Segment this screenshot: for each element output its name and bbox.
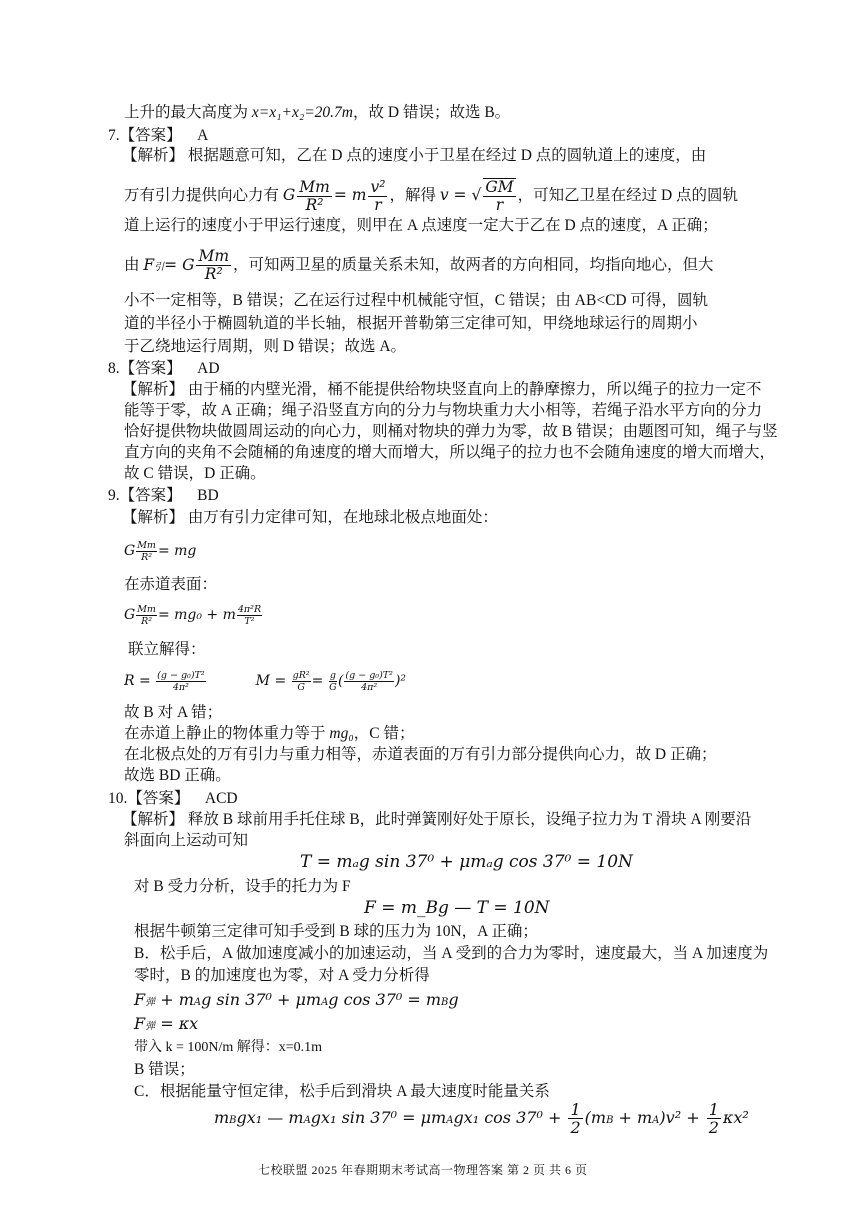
text-line: B 错误； <box>134 1061 195 1078</box>
text-line: 根据牛顿第三定律可知手受到 B 球的压力为 10N，A 正确； <box>134 923 538 940</box>
text-line: 【解析】 由于桶的内壁光滑，桶不能提供给物块竖直向上的静摩擦力，所以绳子的拉力一定不 <box>122 381 762 398</box>
answer-label: 10.【答案】 <box>108 790 190 807</box>
text-line <box>124 724 414 744</box>
text-line: 故 B 对 A 错； <box>124 704 223 721</box>
formula-velocity: v = √ $\frac{GM}{r}$ <box>439 178 514 214</box>
text-line: 斜面向上运动可知 <box>124 832 249 849</box>
answer-value: ACD <box>204 790 238 807</box>
text-line: 道的半径小于椭圆轨道的半长轴，根据开普勒第三定律可知，甲绕地球运行的周期小 <box>124 315 698 332</box>
text-line: 【解析】 根据题意可知，乙在 D 点的速度小于卫星在经过 D 点的圆轨道上的速度，由 <box>122 147 707 164</box>
equation-spring-balance: F弹 + mAg sin 37⁰ + μmAg cos 37⁰ = mBg <box>134 990 459 1009</box>
formula: mg₀ <box>329 725 354 742</box>
text-line: 对 B 受力分析，设手的托力为 F <box>134 878 351 895</box>
text: ，可知两卫星的质量关系未知，故两者的方向相同，均指向地心，但大 <box>233 256 714 274</box>
answer-label: 9.【答案】 <box>108 487 182 504</box>
formula-gravity: G $\frac{Mm}{\text{R²}}$ = m $\frac{\text{v²}}{r}$ <box>282 177 386 214</box>
page-footer: 七校联盟 2025 年春期期末考试高一物理答案 第 2 页 共 6 页 <box>258 1163 588 1177</box>
formula-gmg: G $\frac{Mm}{\text{R²}}$ = mg <box>124 539 197 563</box>
text: ，可知乙卫星在经过 D 点的圆轨 <box>517 187 739 204</box>
text: ，故 D 错误；故选 B。 <box>353 104 511 121</box>
equation-spring-force: F弹 = κx <box>134 1014 199 1033</box>
text-line: 带入 k = 100N/m 解得：x=0.1m <box>134 1040 323 1055</box>
text: ，C 错； <box>353 725 415 742</box>
text-line: C．根据能量守恒定律，松手后到滑块 A 最大速度时能量关系 <box>134 1083 550 1100</box>
text-line: 道上运行的速度小于甲运行速度，则甲在 A 点速度一定大于乙在 D 点的速度，A 正确； <box>124 217 718 234</box>
text-line <box>124 103 510 123</box>
question-10-header <box>108 789 238 809</box>
formula-solution: R = $\frac{\text{(g − g₀)T²}}{\text{4π²}}$ M = $\frac{\text{gR²}}{G}$ = $\frac{g}{G}$ ( $\frac{\text{(g − g₀)T²}}{\text{4π²}}$ )² <box>124 669 407 693</box>
text-line: 故 C 错误，D 正确。 <box>124 465 266 482</box>
text-line <box>124 178 738 214</box>
text-line: 故选 BD 正确。 <box>124 767 231 784</box>
question-8-header <box>108 359 220 379</box>
text-line: 在赤道表面： <box>124 576 218 593</box>
formula-force: F引= G $\frac{Mm}{\text{R²}}$ <box>143 247 230 283</box>
text-line: 小不一定相等，B 错误；乙在运行过程中机械能守恒，C 错误；由 AB<CD 可得，圆轨 <box>124 292 708 309</box>
text-line: 联立解得： <box>128 641 206 658</box>
text-line: 【解析】 由万有引力定律可知，在地球北极点地面处： <box>122 509 498 526</box>
question-7-header <box>108 126 208 146</box>
answer-value: A <box>197 127 209 144</box>
text: ，解得 <box>389 187 440 204</box>
text-line: 能等于零，故 A 正确；绳子沿竖直方向的分力与物块重力大小相等，若绳子沿水平方向的分力 <box>124 402 763 419</box>
answer-label: 7.【答案】 <box>108 127 182 144</box>
formula-equator: G $\frac{Mm}{\text{R²}}$ = mg₀ + m $\frac{\text{4π²R}}{\text{T²}}$ <box>124 603 262 627</box>
answer-label: 8.【答案】 <box>108 360 182 377</box>
equation-force: F = m_Bg — T = 10N <box>364 898 550 918</box>
text-line: B．松手后，A 做加速度减小的加速运动，当 A 受到的合力为零时，速度最大，当 A 加速度为 <box>134 945 769 962</box>
formula: x=x₁+x₂=20.7m <box>251 104 354 121</box>
text: 由 <box>124 256 144 274</box>
text: 在赤道上静止的物体重力等于 <box>124 725 330 742</box>
equation-energy: mBgx₁ — mAgx₁ sin 37⁰ = μmAgx₁ cos 37⁰ + $\frac{1}{2}$ (mB + mA)v² + $\frac{1}{2}$ κx² <box>214 1100 749 1137</box>
text-line <box>124 248 714 283</box>
text-line: 【解析】 释放 B 球前用手托住球 B，此时弹簧刚好处于原长，设绳子拉力为 T 滑块 A 刚要沿 <box>122 811 752 828</box>
text-line: 零时，B 的加速度也为零，对 A 受力分析得 <box>134 967 430 984</box>
text-line: 在北极点处的万有引力与重力相等，赤道表面的万有引力部分提供向心力，故 D 正确； <box>124 746 717 763</box>
text: 上升的最大高度为 <box>124 104 252 121</box>
question-9-header <box>108 486 219 506</box>
answer-value: BD <box>197 487 219 504</box>
text-line: 直方向的夹角不会随桶的角速度的增大而增大，所以绳子的拉力也不会随角速度的增大而增大， <box>124 444 776 461</box>
text-line: 恰好提供物块做圆周运动的向心力，则桶对物块的弹力为零，故 B 错误；由题图可知，绳子与竖 <box>124 423 778 440</box>
text: 万有引力提供向心力有 <box>124 187 283 204</box>
answer-value: AD <box>197 360 220 377</box>
equation-tension: T = mₐg sin 37⁰ + μmₐg cos 37⁰ = 10N <box>300 852 633 872</box>
text-line: 于乙绕地运行周期，则 D 错误；故选 A。 <box>124 338 407 355</box>
